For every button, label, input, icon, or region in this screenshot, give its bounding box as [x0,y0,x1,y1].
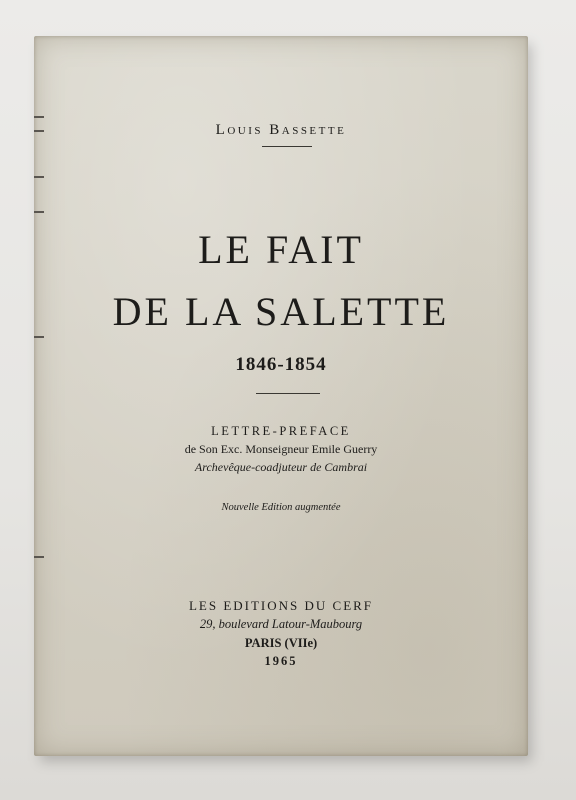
preface-author-line: de Son Exc. Monseigneur Emile Guerry [184,442,378,456]
years: 1846-1854 [235,354,327,375]
spine-mark [34,556,44,558]
preface-heading: LETTRE-PREFACE [211,424,351,438]
spine-mark [34,176,44,178]
preface-title-line: Archevêque-coadjuteur de Cambrai [194,460,368,474]
publisher-city: PARIS (VIIe) [244,636,318,650]
author-underline [262,146,312,147]
spine-mark [34,211,44,213]
author-name: Louis Bassette [215,122,347,138]
publisher-name: LES EDITIONS DU CERF [188,598,374,613]
publisher-address: 29, boulevard Latour-Maubourg [199,617,363,631]
spine-mark [34,116,44,118]
spine-mark [34,336,44,338]
title-line-2: DE LA SALETTE [112,289,450,334]
title-line-1: LE FAIT [198,227,364,272]
years-underline [256,393,320,394]
book-cover [34,36,528,756]
edition-note: Nouvelle Edition augmentée [221,502,341,513]
publication-year: 1965 [264,654,298,668]
